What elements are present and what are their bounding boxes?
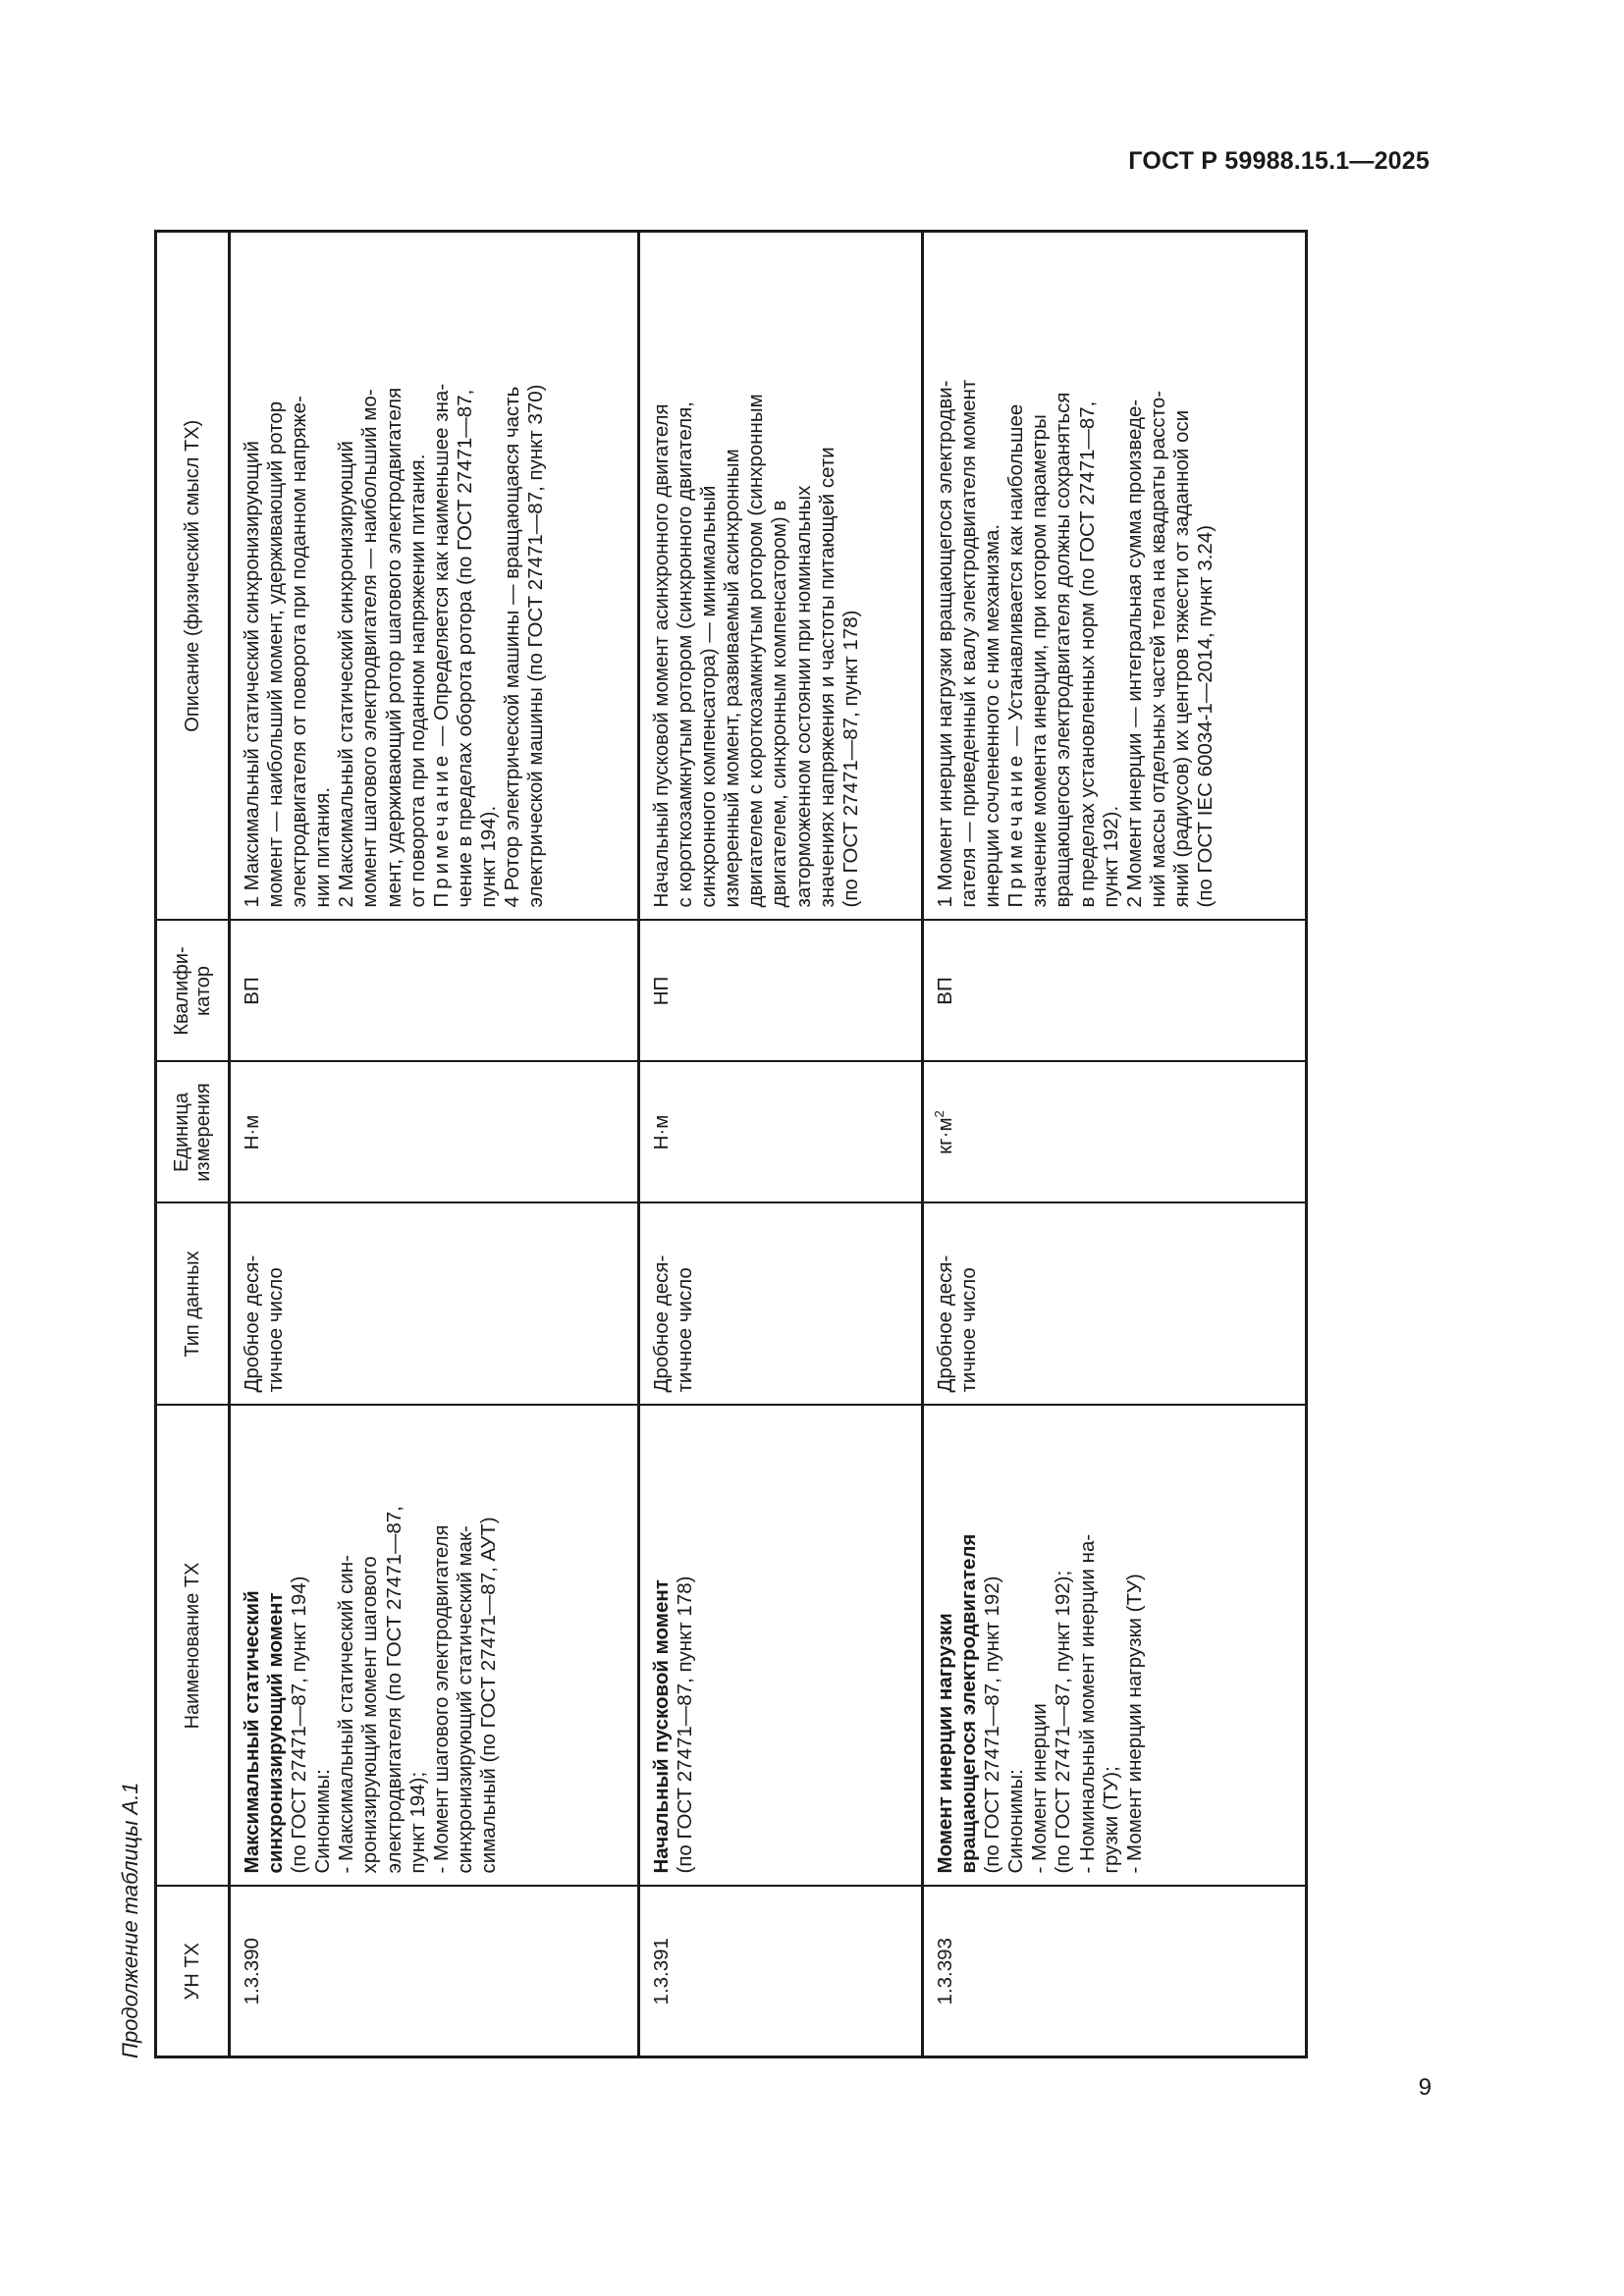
desc-line: мент, удерживающий ротор шагового электродвигателя [382,387,406,908]
desc-line: пункт 194). [476,805,500,908]
desc-line: (по ГОСТ IEC 60034-1—2014, пункт 3.24) [1194,524,1218,908]
page-number: 9 [1418,2074,1432,2101]
cell-code: 1.3.393 [923,1887,1307,2057]
desc-line: измеренный момент, развиваемый асинхронным [721,449,744,908]
characteristics-table [154,230,1308,2058]
desc-line: яний (радиусов) их центров тяжести от заданной оси [1169,409,1193,908]
name-line: синхронизирующий момент [264,1592,288,1874]
desc-line: двигателем с короткозамкнутым ротором (синхронным [744,394,768,908]
type-line: Дробное деся- [241,1255,263,1393]
header-description: Описание (физический смысл ТХ) [156,232,230,921]
cell-unit: Н·м [230,1062,639,1203]
desc-line: вращающегося электродвигателя должны сохраняться [1052,392,1075,908]
name-line: - Момент шагового электродвигателя [429,1524,453,1874]
name-line: - Максимальный статический син- [335,1555,358,1874]
table-row [230,232,639,2057]
desc-line: пункт 192). [1099,805,1122,908]
desc-line: электродвигателя от поворота при поданном напряже- [288,396,311,908]
desc-line: с короткозамкнутым ротором (синхронного двигателя, [674,401,697,908]
desc-line: 1 Момент инерции нагрузки вращающегося электродви- [934,380,956,908]
desc-line: значениях напряжения и частоты питающей сети [815,447,839,908]
type-line: Дробное деся- [650,1255,673,1393]
unit-superscript: 2 [932,1110,947,1118]
note-text: — Определяется как наименьшее зна- [429,383,453,752]
unit-text: кг·м [934,1117,956,1154]
name-line: синхронизирующий статический мак- [453,1525,476,1874]
name-line: (по ГОСТ 27471—87, пункт 192); [1052,1570,1075,1874]
table-caption: Продолжение таблицы А.1 [118,1782,142,2058]
desc-line: от поворота при поданном напряжении питания. [406,454,429,908]
desc-line: инерции сочлененного с ним механизма. [981,523,1004,908]
type-line: тичное число [674,1267,697,1393]
name-line: электродвигателя (по ГОСТ 27471—87, [382,1506,406,1874]
rotated-table-block [111,233,1299,2058]
cell-qualifier: ВП [230,921,639,1062]
document-code: ГОСТ Р 59988.15.1—2025 [1128,147,1430,175]
cell-name [639,1406,923,1887]
name-line: симальный (по ГОСТ 27471—87, АУТ) [476,1517,500,1874]
desc-line: 2 Момент инерции — интегральная сумма произведе- [1122,399,1146,908]
name-line: Максимальный статический [241,1590,263,1874]
desc-line: гателя — приведенный к валу электродвигателя момент [957,379,981,908]
desc-line: Начальный пусковой момент асинхронного двигателя [650,403,673,908]
desc-line: двигателем, синхронным компенсатором) в [768,500,791,908]
name-line: Синонимы: [1004,1769,1028,1874]
name-line: Синонимы: [311,1769,335,1874]
header-qualifier-line-2: катор [192,965,214,1017]
name-line: - Момент инерции [1028,1703,1052,1874]
type-line: тичное число [957,1267,981,1393]
name-line: - Момент инерции нагрузки (ТУ) [1122,1574,1146,1874]
name-line: вращающегося электродвигателя [957,1533,981,1874]
name-line: Момент инерции нагрузки [934,1613,956,1874]
name-line: (по ГОСТ 27471—87, пункт 178) [674,1575,697,1874]
name-line: Начальный пусковой момент [650,1579,673,1874]
desc-line: ний массы отдельных частей тела на квадраты рассто- [1146,390,1169,908]
desc-line: значение момента инерции, при котором параметры [1028,414,1052,908]
desc-line: синхронного компенсатора) — минимальный [697,485,721,908]
desc-line: 4 Ротор электрической машины — вращающаяся часть [501,386,524,908]
name-line: хронизирующий момент шагового [358,1556,382,1874]
note-label: Примечание [1004,751,1028,908]
desc-line: нии питания. [311,786,335,908]
desc-line: 2 Максимальный статический синхронизирующий [335,441,358,908]
cell-unit [923,1062,1307,1203]
table-row [923,232,1307,2057]
cell-type [923,1203,1307,1406]
desc-line: 1 Максимальный статический синхронизирующий [241,441,263,908]
cell-type [230,1203,639,1406]
type-line: тичное число [264,1267,288,1393]
desc-line: в пределах установленных норм (по ГОСТ 27471—87, [1075,400,1099,908]
cell-code: 1.3.390 [230,1887,639,2057]
cell-qualifier: ВП [923,921,1307,1062]
desc-line: момент шагового электродвигателя — наибольший мо- [358,389,382,908]
table-header-row [156,232,230,2057]
cell-description [639,232,923,921]
name-line: - Номинальный момент инерции на- [1075,1533,1099,1874]
type-line: Дробное деся- [934,1255,956,1393]
name-line: (по ГОСТ 27471—87, пункт 194) [288,1575,311,1874]
desc-line: заторможенном состоянии при номинальных [791,485,815,908]
name-line: грузки (ТУ); [1099,1766,1122,1874]
header-unit [156,1062,230,1203]
cell-type [639,1203,923,1406]
desc-note-line [430,244,454,908]
desc-note-line [1004,244,1028,908]
header-type: Тип данных [156,1203,230,1406]
cell-name [230,1406,639,1887]
desc-line: момент — наибольший момент, удерживающий ротор [264,400,288,908]
cell-unit: Н·м [639,1062,923,1203]
note-label: Примечание [429,751,453,908]
cell-description [923,232,1307,921]
header-name: Наименование ТХ [156,1406,230,1887]
cell-qualifier: НП [639,921,923,1062]
desc-line: электрической машины (по ГОСТ 27471—87, пункт 370) [524,384,548,908]
header-qualifier-line-1: Квалифи- [171,946,192,1036]
cell-description [230,232,639,921]
header-code: УН ТХ [156,1887,230,2057]
cell-code: 1.3.391 [639,1887,923,2057]
note-text: — Устанавливается как наибольшее [1004,403,1028,752]
table-row [639,232,923,2057]
desc-line: чение в пределах оборота ротора (по ГОСТ 27471—87, [453,389,476,908]
cell-name [923,1406,1307,1887]
header-unit-line-2: измерения [192,1083,214,1182]
name-line: пункт 194); [406,1771,429,1874]
name-line: (по ГОСТ 27471—87, пункт 192) [981,1575,1004,1874]
header-unit-line-1: Единица [171,1093,192,1172]
header-qualifier [156,921,230,1062]
desc-line: (по ГОСТ 27471—87, пункт 178) [839,610,862,908]
